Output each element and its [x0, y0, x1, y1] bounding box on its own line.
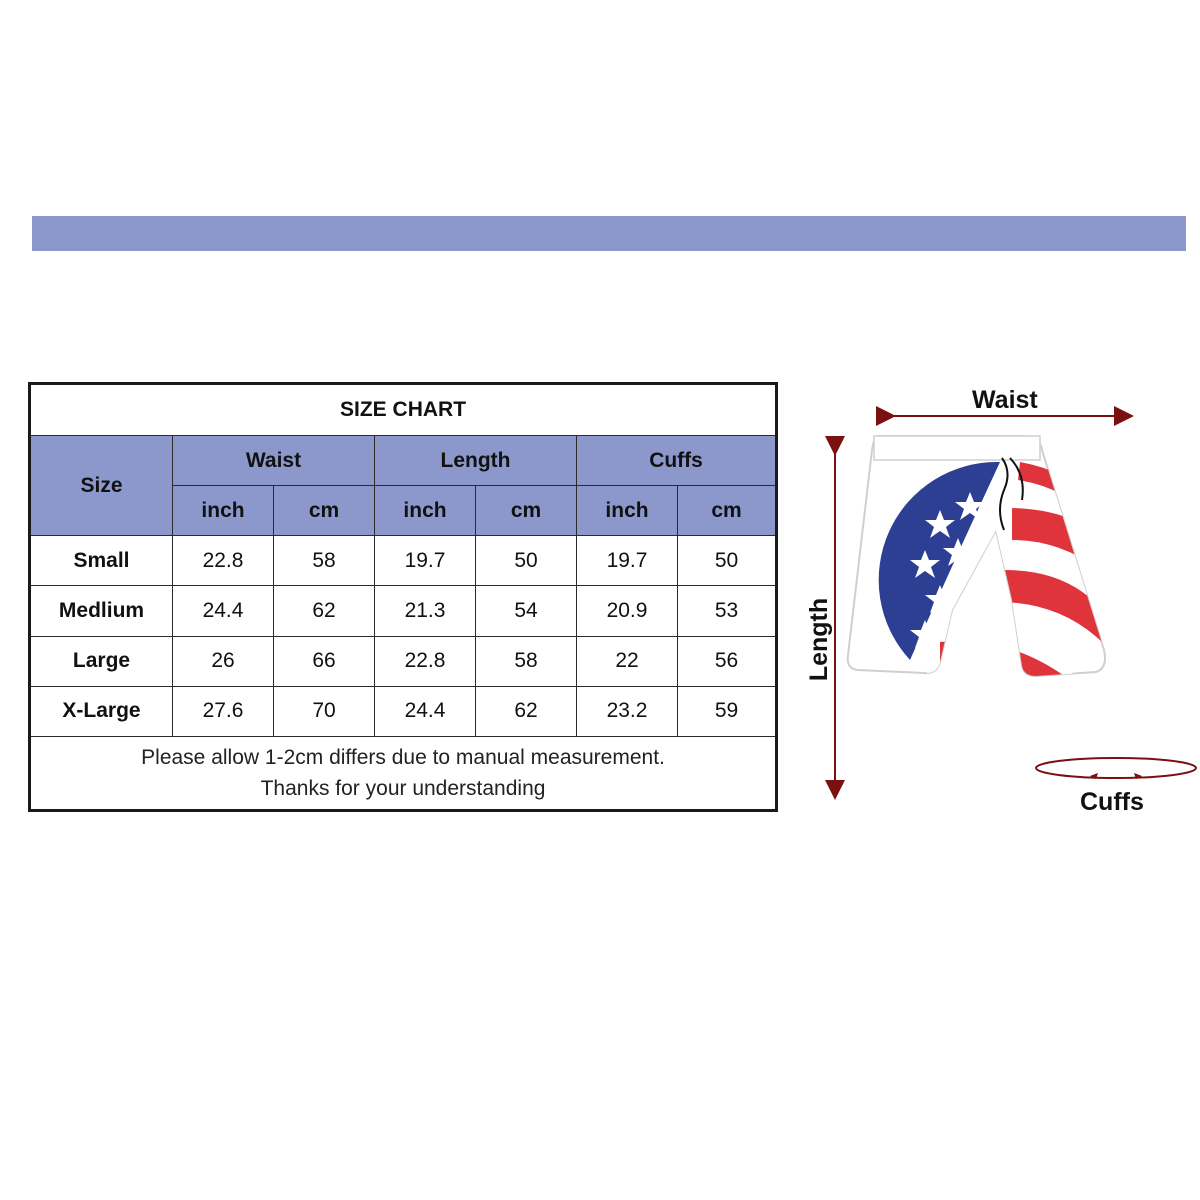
- shorts-illustration: [790, 380, 1200, 830]
- table-row: [30, 686, 777, 736]
- size-header: Size: [30, 436, 173, 536]
- length-header: Length: [375, 436, 577, 486]
- size-chart-table: [28, 382, 778, 812]
- table-cell: 62: [274, 586, 375, 636]
- waistband: [874, 436, 1040, 460]
- table-cell: 54: [476, 586, 577, 636]
- table-cell: 22: [577, 636, 678, 686]
- table-cell: 50: [678, 536, 777, 586]
- table-cell: 19.7: [577, 536, 678, 586]
- table-cell: 23.2: [577, 686, 678, 736]
- table-cell: 58: [274, 536, 375, 586]
- table-cell: 59: [678, 686, 777, 736]
- table-cell: 24.4: [173, 586, 274, 636]
- table-row: [30, 636, 777, 686]
- table-cell: 22.8: [173, 536, 274, 586]
- table-row: [30, 586, 777, 636]
- note-line: Please allow 1-2cm differs due to manual measurement.: [141, 745, 665, 769]
- table-cell: 53: [678, 586, 777, 636]
- table-cell: 21.3: [375, 586, 476, 636]
- shorts: [848, 436, 1118, 698]
- table-cell: 26: [173, 636, 274, 686]
- cuffs-header: Cuffs: [577, 436, 777, 486]
- unit-header: inch: [173, 486, 274, 536]
- note-line: Thanks for your understanding: [260, 776, 546, 800]
- size-name: Large: [30, 636, 173, 686]
- unit-header: cm: [476, 486, 577, 536]
- size-name: Medlium: [30, 586, 173, 636]
- table-cell: 66: [274, 636, 375, 686]
- unit-header: cm: [274, 486, 375, 536]
- table-row: [30, 536, 777, 586]
- size-name: Small: [30, 536, 173, 586]
- cuff-ellipse: [1036, 758, 1196, 778]
- table-cell: 70: [274, 686, 375, 736]
- unit-header: cm: [678, 486, 777, 536]
- size-name: X-Large: [30, 686, 173, 736]
- cuffs-label: Cuffs: [1080, 788, 1144, 816]
- length-label: Length: [805, 597, 834, 682]
- table-cell: 50: [476, 536, 577, 586]
- unit-header: inch: [375, 486, 476, 536]
- table-cell: 20.9: [577, 586, 678, 636]
- waist-label: Waist: [972, 386, 1038, 414]
- table-cell: 56: [678, 636, 777, 686]
- waist-header: Waist: [173, 436, 375, 486]
- table-cell: 24.4: [375, 686, 476, 736]
- decorative-band: [32, 216, 1186, 251]
- table-cell: 58: [476, 636, 577, 686]
- table-cell: 22.8: [375, 636, 476, 686]
- table-cell: 27.6: [173, 686, 274, 736]
- unit-header: inch: [577, 486, 678, 536]
- shorts-measurement-diagram: [790, 380, 1200, 830]
- chart-title: SIZE CHART: [30, 384, 777, 436]
- table-cell: 62: [476, 686, 577, 736]
- table-cell: 19.7: [375, 536, 476, 586]
- measurement-note: [30, 736, 777, 810]
